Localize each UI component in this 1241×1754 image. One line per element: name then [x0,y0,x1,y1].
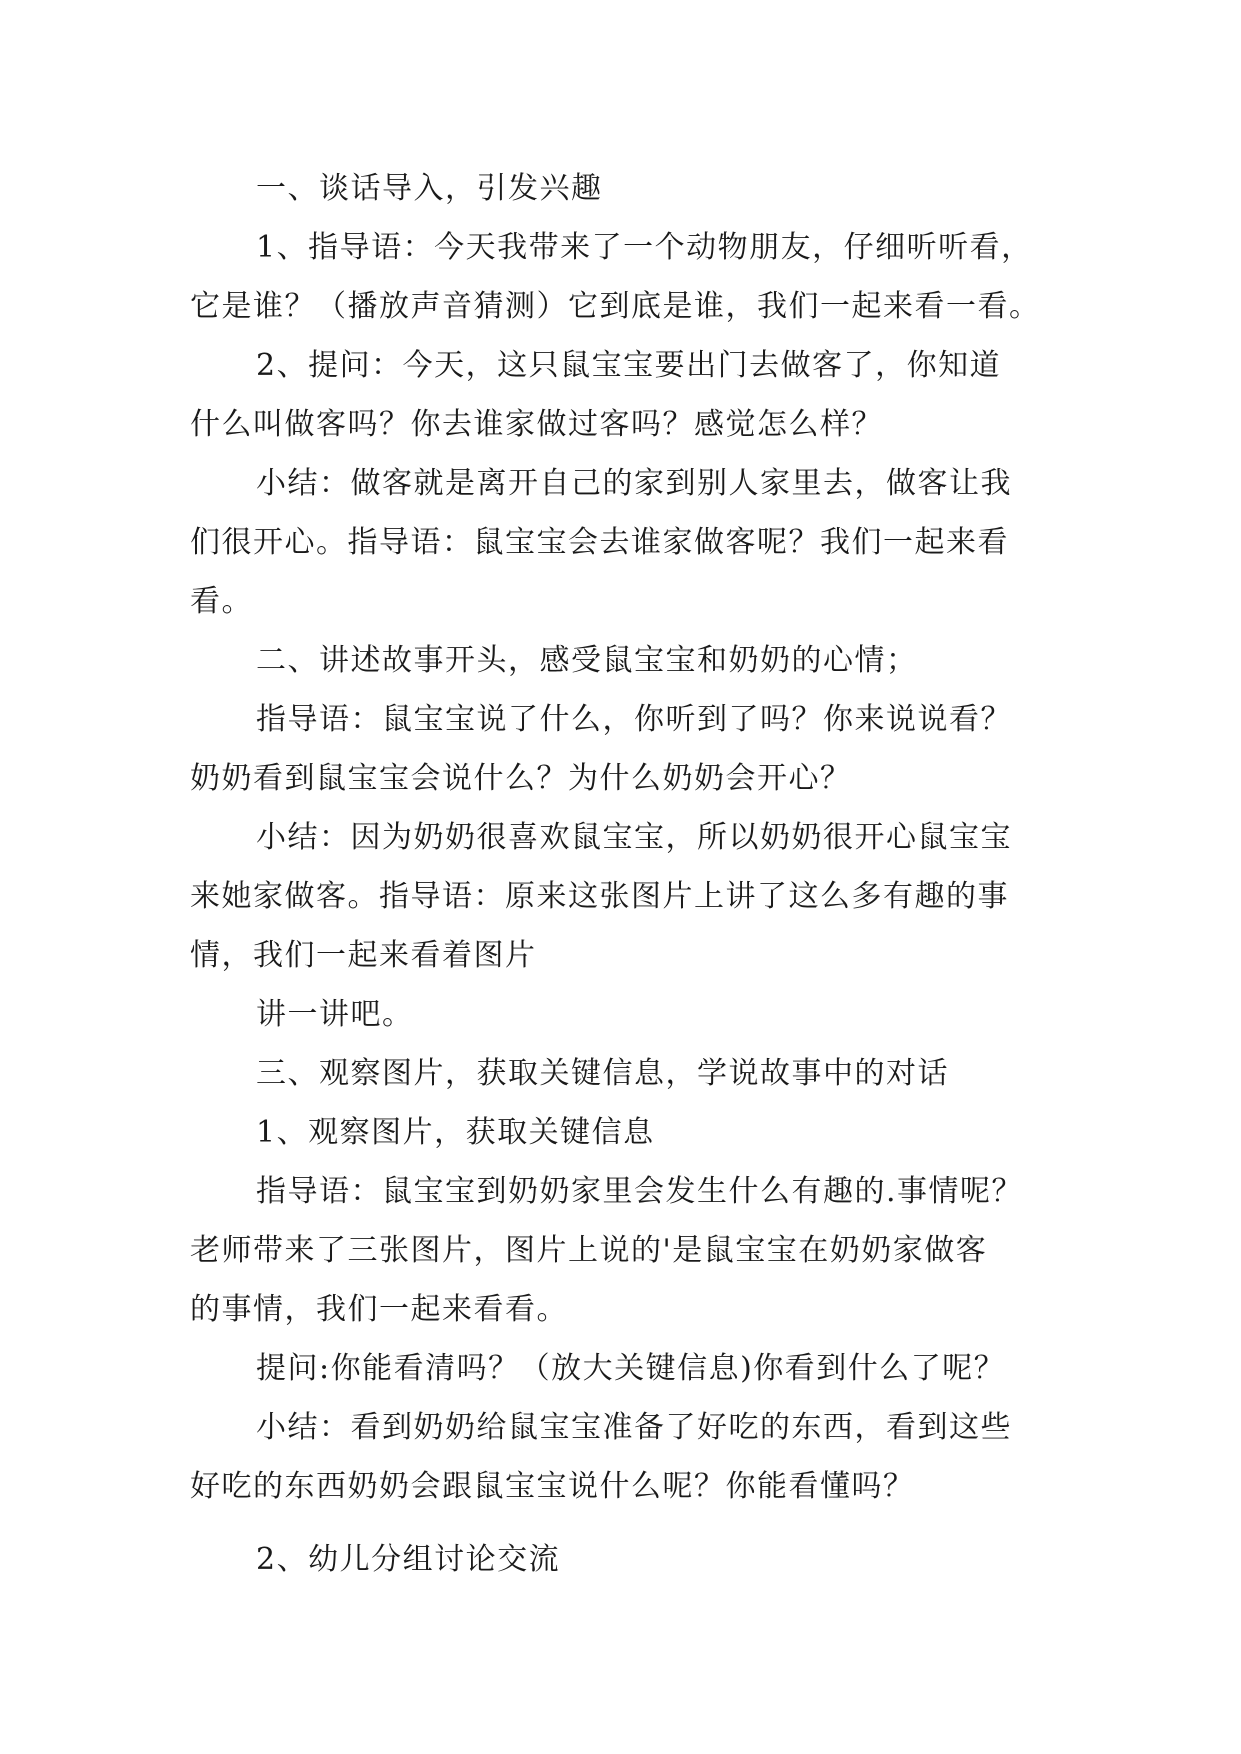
paragraph-line: 看。 [190,584,253,619]
paragraph-line: 好吃的东西奶奶会跟鼠宝宝说什么呢？你能看懂吗？ [190,1469,915,1504]
paragraph-line: 提问:你能看清吗？（放大关键信息)你看到什么了呢？ [256,1351,1006,1386]
section-heading-3: 三、观察图片，获取关键信息，学说故事中的对话 [256,1056,949,1091]
paragraph-line: 指导语：鼠宝宝到奶奶家里会发生什么有趣的.事情呢？ [256,1174,1024,1209]
subsection-heading: 2、幼儿分组讨论交流 [256,1542,561,1577]
paragraph-line: 奶奶看到鼠宝宝会说什么？为什么奶奶会开心？ [190,761,852,796]
paragraph-line: 1、指导语：今天我带来了一个动物朋友，仔细听听看， [256,230,1033,265]
paragraph-line: 讲一讲吧。 [256,997,414,1032]
subsection-heading: 1、观察图片，获取关键信息 [256,1115,655,1150]
paragraph-line: 老师带来了三张图片，图片上说的'是鼠宝宝在奶奶家做客 [190,1233,988,1268]
paragraph-line: 指导语：鼠宝宝说了什么，你听到了吗？你来说说看？ [256,702,1012,737]
paragraph-line: 们很开心。指导语：鼠宝宝会去谁家做客呢？我们一起来看 [190,525,1009,560]
paragraph-line: 小结：看到奶奶给鼠宝宝准备了好吃的东西，看到这些 [256,1410,1012,1445]
paragraph-line: 小结：因为奶奶很喜欢鼠宝宝，所以奶奶很开心鼠宝宝 [256,820,1012,855]
paragraph-line: 2、提问：今天，这只鼠宝宝要出门去做客了，你知道 [256,348,1002,383]
paragraph-line: 来她家做客。指导语：原来这张图片上讲了这么多有趣的事 [190,879,1009,914]
section-heading-1: 一、谈话导入，引发兴趣 [256,171,603,206]
spacer [190,1516,1050,1530]
paragraph-line: 它是谁？（播放声音猜测）它到底是谁，我们一起来看一看。 [190,289,1041,324]
paragraph-line: 什么叫做客吗？你去谁家做过客吗？感觉怎么样？ [190,407,883,442]
paragraph-line: 小结：做客就是离开自己的家到别人家里去，做客让我 [256,466,1012,501]
paragraph-line: 的事情，我们一起来看看。 [190,1292,568,1327]
paragraph-line: 情，我们一起来看着图片 [190,938,537,973]
document-body [190,159,1050,1589]
section-heading-2: 二、讲述故事开头，感受鼠宝宝和奶奶的心情； [256,643,918,678]
